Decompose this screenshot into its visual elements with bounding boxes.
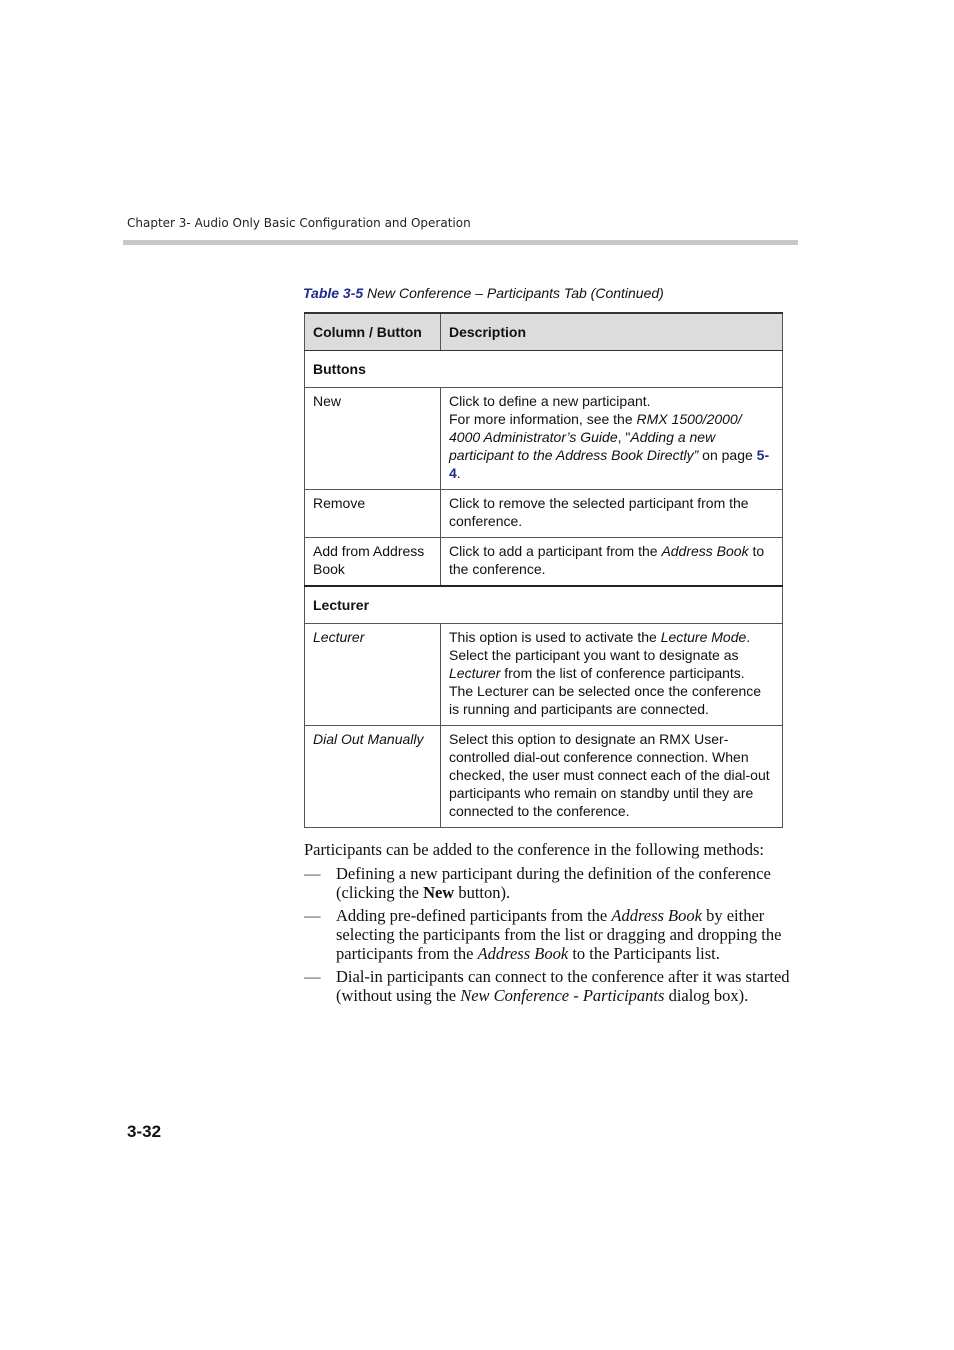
- list-item: [304, 906, 798, 963]
- row-label-new: New: [305, 388, 441, 490]
- section-row-lecturer: [305, 586, 783, 624]
- row-desc-add-from-address-book: [441, 538, 783, 587]
- desc-text: Click to add a participant from the: [449, 543, 662, 559]
- lecture-mode-term: Lecture Mode: [660, 629, 747, 645]
- dash-bullet: —: [304, 864, 321, 883]
- section-label-lecturer: Lecturer: [305, 586, 783, 624]
- row-desc-remove: Click to remove the selected participant from the conference.: [441, 490, 783, 538]
- guide-reference: RMX 1500/2000/ 4000 Administrator’s Guide: [449, 411, 742, 445]
- table-row: [305, 490, 783, 538]
- item-text: Defining a new participant during the definition of the conference (clicking the: [336, 864, 771, 902]
- item-text: button).: [454, 883, 511, 902]
- table-caption: [303, 285, 664, 301]
- desc-text: . Select the participant you want to designate as: [449, 629, 751, 663]
- table-row: [305, 726, 783, 828]
- item-text: dialog box).: [664, 986, 749, 1005]
- desc-text: This option is used to activate the: [449, 629, 661, 645]
- item-text: Adding pre-defined participants from the: [336, 906, 612, 925]
- address-book-term: Address Book: [611, 906, 702, 925]
- lecturer-term: Lecturer: [449, 665, 501, 681]
- row-label-add-from-address-book: Add from Address Book: [305, 538, 441, 587]
- desc-paragraph: [449, 628, 774, 682]
- desc-line: [449, 410, 774, 482]
- desc-text: , ": [617, 429, 631, 445]
- row-label-dial-out-manually: Dial Out Manually: [305, 726, 441, 828]
- desc-line: Click to define a new participant.: [449, 393, 651, 409]
- row-desc-lecturer: [441, 624, 783, 726]
- item-text: by either selecting the participants from the list or dragging and dropping the participants from the: [336, 906, 782, 963]
- section-row-buttons: [305, 351, 783, 388]
- desc-text: from the list of conference participants.: [500, 665, 745, 681]
- row-desc-dial-out-manually: Select this option to designate an RMX User-controlled dial-out conference connection. When checked, the user must connect each of the dial-out participants who remain on standby until they are connected to the conference.: [441, 726, 783, 828]
- list-item: [304, 864, 798, 902]
- table-row: [305, 538, 783, 587]
- desc-text: to the conference.: [449, 543, 765, 577]
- table-number: Table 3-5: [303, 285, 364, 301]
- participants-tab-table: [304, 312, 783, 828]
- page-link[interactable]: 5-4: [449, 447, 770, 481]
- section-reference: Adding a new participant to the Address Book Directly”: [449, 429, 716, 463]
- desc-text: For more information, see the: [449, 411, 637, 427]
- new-term: New: [423, 883, 455, 902]
- address-book-term: Address Book: [661, 543, 749, 559]
- column-header-description: Description: [441, 313, 783, 351]
- desc-text: .: [456, 465, 461, 481]
- desc-text: on page: [698, 447, 757, 463]
- item-text: Dial-in participants can connect to the conference after it was started (without using the: [336, 967, 790, 1005]
- table-row: [305, 388, 783, 490]
- row-desc-new: [441, 388, 783, 490]
- table-row: [305, 624, 783, 726]
- intro-paragraph: Participants can be added to the conference in the following methods:: [304, 840, 765, 859]
- table-header-row: [305, 313, 783, 351]
- item-text: to the Participants list.: [568, 944, 720, 963]
- header-rule: [123, 240, 798, 245]
- methods-list: [304, 864, 798, 1009]
- row-label-lecturer: Lecturer: [305, 624, 441, 726]
- dash-bullet: —: [304, 906, 321, 925]
- running-header: Chapter 3- Audio Only Basic Configuration and Operation: [127, 216, 471, 230]
- row-label-remove: Remove: [305, 490, 441, 538]
- desc-paragraph: The Lecturer can be selected once the conference is running and participants are connected.: [449, 683, 762, 717]
- list-item: [304, 967, 798, 1005]
- column-header-column-button: Column / Button: [305, 313, 441, 351]
- dialog-name-term: New Conference - Participants: [460, 986, 665, 1005]
- address-book-term: Address Book: [477, 944, 569, 963]
- table-title: New Conference – Participants Tab (Continued): [363, 285, 664, 301]
- section-label-buttons: Buttons: [305, 351, 783, 388]
- page-number: 3-32: [127, 1122, 162, 1141]
- dash-bullet: —: [304, 967, 321, 986]
